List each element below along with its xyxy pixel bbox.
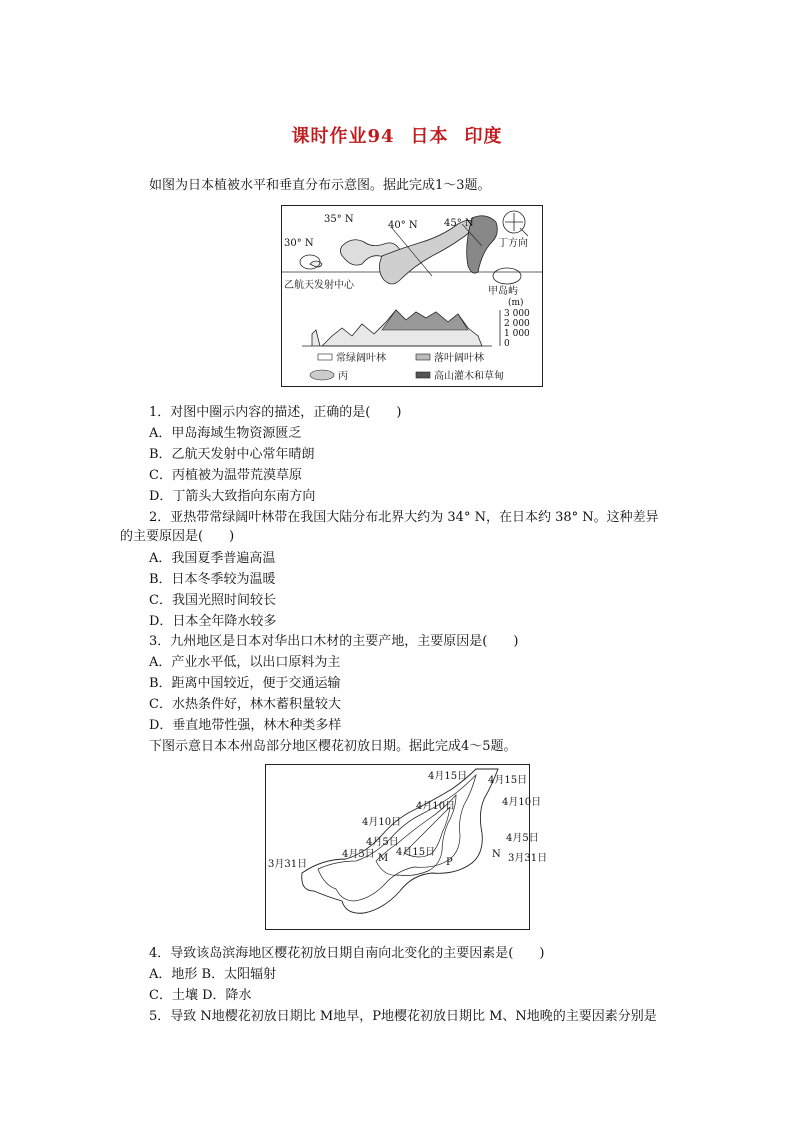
q1-option-c: C．丙植被为温带荒漠草原 bbox=[149, 468, 302, 483]
q3-stem: 3．九州地区是日本对华出口木材的主要产地，主要原因是( ) bbox=[149, 634, 519, 649]
scale-0: 0 bbox=[504, 339, 510, 349]
label-mar31-west: 3月31日 bbox=[268, 859, 308, 870]
q5-stem: 5．导致 N地樱花初放日期比 M地早，P地樱花初放日期比 M、N地晚的主要因素分别是 bbox=[149, 1009, 657, 1024]
label-unit: (m) bbox=[508, 298, 524, 308]
label-apr5-east: 4月5日 bbox=[506, 833, 539, 844]
legend-alpine: 高山灌木和草甸 bbox=[434, 371, 504, 382]
q2-stem-line1: 2．亚热带常绿阔叶林带在我国大陆分布北界大约为 34° N，在日本约 38° N。这种差异 bbox=[149, 510, 659, 525]
legend-alpine-swatch bbox=[416, 372, 430, 378]
q4-options-cd: C．土壤 D．降水 bbox=[149, 988, 252, 1003]
scale-3000: 3 000 bbox=[504, 309, 530, 319]
intro-2: 下图示意日本本州岛部分地区樱花初放日期。据此完成4～5题。 bbox=[149, 739, 517, 754]
scale-1000: 1 000 bbox=[504, 329, 530, 339]
q4-options-ab: A．地形 B．太阳辐射 bbox=[149, 967, 277, 982]
q2-option-b: B．日本冬季较为温暖 bbox=[149, 572, 276, 587]
label-jia: 甲岛屿 bbox=[488, 286, 518, 297]
vegetation-map-svg bbox=[282, 206, 542, 386]
point-p: P bbox=[446, 857, 453, 868]
legend-bing: 丙 bbox=[338, 371, 348, 382]
q3-option-c: C．水热条件好，林木蓄积量较大 bbox=[149, 697, 341, 712]
q1-stem: 1．对图中圈示内容的描述，正确的是( ) bbox=[149, 405, 402, 420]
label-apr15-center: 4月15日 bbox=[396, 847, 436, 858]
profile-alpine bbox=[382, 310, 468, 330]
intro-1: 如图为日本植被水平和垂直分布示意图。据此完成1～3题。 bbox=[149, 178, 491, 193]
label-apr10-center: 4月10日 bbox=[416, 801, 456, 812]
point-m: M bbox=[378, 853, 389, 864]
label-40n: 40° N bbox=[388, 220, 418, 231]
q2-option-c: C．我国光照时间较长 bbox=[149, 593, 276, 608]
q3-option-a: A．产业水平低，以出口原料为主 bbox=[149, 655, 341, 670]
label-ding: 丁方向 bbox=[498, 238, 528, 249]
sakura-map-svg bbox=[266, 765, 548, 929]
ding-arrow-icon bbox=[520, 228, 528, 236]
title-part-japan: 日本 bbox=[410, 126, 449, 147]
title-part-india: 印度 bbox=[464, 126, 503, 147]
q1-option-b: B．乙航天发射中心常年晴朗 bbox=[149, 447, 315, 462]
vegetation-map-figure bbox=[281, 205, 543, 387]
legend-evergreen: 常绿阔叶林 bbox=[336, 353, 386, 364]
label-apr10-east: 4月10日 bbox=[502, 797, 542, 808]
legend-deciduous-swatch bbox=[416, 354, 430, 360]
q3-option-b: B．距离中国较近，便于交通运输 bbox=[149, 676, 341, 691]
label-35n: 35° N bbox=[324, 214, 354, 225]
label-apr15-north: 4月15日 bbox=[428, 771, 468, 782]
legend-evergreen-swatch bbox=[318, 354, 332, 360]
q2-option-d: D．日本全年降水较多 bbox=[149, 614, 277, 629]
point-n: N bbox=[492, 849, 501, 860]
sakura-map-figure bbox=[265, 764, 548, 930]
title-main: 课时作业94 bbox=[291, 126, 395, 147]
q1-option-a: A．甲岛海域生物资源匮乏 bbox=[149, 426, 302, 441]
label-apr5-lower: 4月5日 bbox=[342, 849, 375, 860]
page-title bbox=[0, 122, 794, 148]
label-mar31-east: 3月31日 bbox=[508, 853, 548, 864]
scale-2000: 2 000 bbox=[504, 319, 530, 329]
legend-bing-swatch bbox=[310, 370, 334, 380]
q3-option-d: D．垂直地带性强，林木种类多样 bbox=[149, 718, 342, 733]
circle-jia bbox=[493, 268, 521, 284]
legend-deciduous: 落叶阔叶林 bbox=[434, 353, 484, 364]
q2-option-a: A．我国夏季普遍高温 bbox=[149, 551, 276, 566]
label-45n: 45° N bbox=[444, 218, 474, 229]
label-30n: 30° N bbox=[284, 238, 314, 249]
q1-option-d: D．丁箭头大致指向东南方向 bbox=[149, 489, 316, 504]
label-apr10-west: 4月10日 bbox=[362, 817, 402, 828]
label-apr5-upper: 4月5日 bbox=[366, 837, 399, 848]
q4-stem: 4．导致该岛滨海地区樱花初放日期自南向北变化的主要因素是( ) bbox=[149, 946, 545, 961]
label-yi: 乙航天发射中心 bbox=[284, 280, 354, 291]
label-apr15-east: 4月15日 bbox=[488, 775, 528, 786]
q2-stem-line2: 的主要原因是( ) bbox=[120, 529, 235, 544]
